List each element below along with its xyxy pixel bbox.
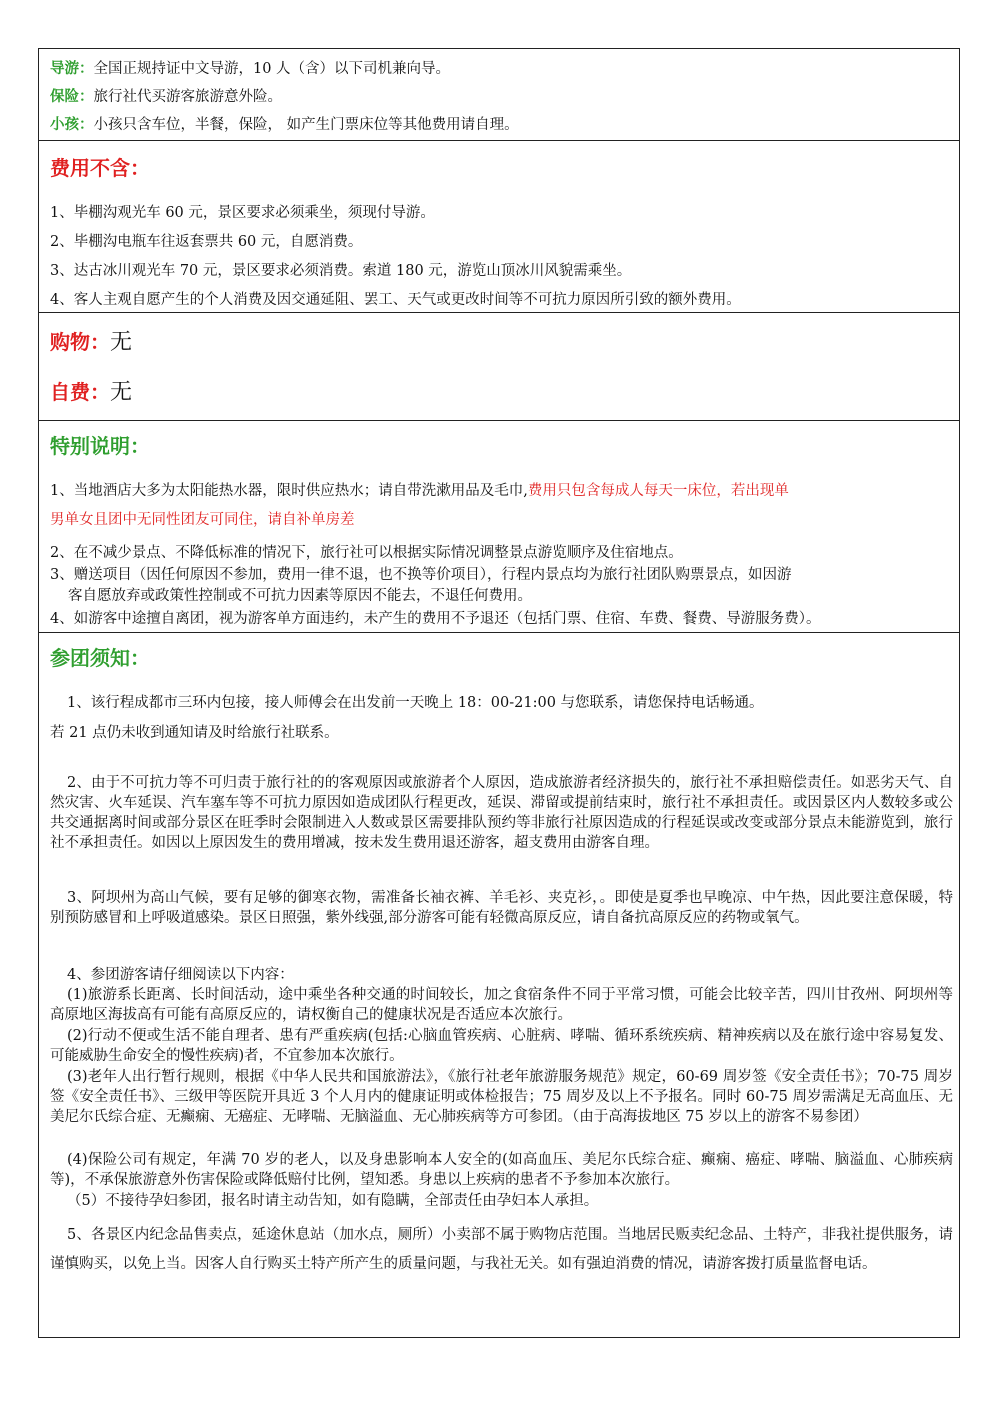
special-title: 特别说明：: [50, 434, 150, 458]
child-row: [50, 115, 951, 135]
shopping-label: 购物：: [50, 330, 110, 354]
excluded-item: 2、毕棚沟电瓶车往返套票共 60 元，自愿消费。: [50, 234, 363, 250]
special-item-1-text: 1、当地酒店大多为太阳能热水器，限时供应热水；请自带洗漱用品及毛巾,: [50, 483, 528, 499]
insurance-text: 旅行社代买游客旅游意外险。: [93, 89, 282, 105]
special-item-3: 3、赠送项目（因任何原因不参加，费用一律不退，也不换等价项目），行程内景点均为旅行社团队购票景点，如因游: [50, 567, 792, 583]
notice-paragraph-4-head: 4、参团游客请仔细阅读以下内容：: [67, 967, 294, 983]
notice-item-4-3: (3)老年人出行暂行规则，根据《中华人民共和国旅游法》，《旅行社老年旅游服务规范》规定，60-69 周岁签《安全责任书》；70-75 周岁签《安全责任书》、三级甲等医院开具近 3 个人月内的健康证明或体检报告；75 周岁及以上不予报名。同时 60-75 周岁需满足无高血压、无美尼尔氏综合症、无癫痫、无癌症、无哮喘、无脑溢血、无心肺疾病等方可参团。（由于高海拔地区 75 岁以上的游客不易参团）: [50, 1069, 953, 1125]
guide-label: 导游：: [50, 60, 94, 77]
shopping-value: 无: [110, 330, 133, 355]
selfpay-row: [50, 379, 132, 406]
shopping-row: [50, 329, 132, 356]
notice-item-4-1: (1)旅游系长距离、长时间活动，途中乘坐各种交通的时间较长，加之食宿条件不同于平常习惯，可能会比较辛苦，四川甘孜州、阿坝州等高原地区海拔高有可能有高原反应的，请权衡自己的健康状况是否适应本次旅行。: [50, 987, 953, 1023]
section-notice: [39, 633, 959, 1339]
special-item-1: [50, 481, 951, 501]
section-special: [39, 421, 959, 633]
section-excluded: [39, 141, 959, 313]
notice-title: 参团须知：: [50, 646, 150, 670]
excluded-item: 3、达古冰川观光车 70 元，景区要求必须消费。索道 180 元，游览山顶冰川风貌需乘坐。: [50, 263, 632, 279]
special-item-4: 4、如游客中途擅自离团，视为游客单方面违约，未产生的费用不予退还（包括门票、住宿、车费、餐费、导游服务费）。: [50, 611, 821, 627]
selfpay-label: 自费：: [50, 380, 110, 404]
itinerary-table: [38, 48, 960, 1338]
special-item-3-cont: 客自愿放弃或政策性控制或不可抗力因素等原因不能去，不退任何费用。: [68, 588, 532, 604]
notice-paragraph-5: 5、各景区内纪念品售卖点，延途休息站（加水点，厕所）小卖部不属于购物店范围。当地居民贩卖纪念品、土特产，非我社提供服务，请谨慎购买，以免上当。因客人自行购买土特产所产生的质量问题，与我社无关。如有强迫消费的情况，请游客拨打质量监督电话。: [50, 1227, 953, 1272]
special-item-1-highlight-cont: 男单女且团中无同性团友可同住，请自补单房差: [50, 512, 355, 528]
child-label: 小孩：: [50, 116, 94, 133]
notice-paragraph-1: 1、该行程成都市三环内包接，接人师傅会在出发前一天晚上 18：00-21:00 与您联系，请您保持电话畅通。: [67, 695, 764, 711]
notice-paragraph-3: 3、阿坝州为高山气候，要有足够的御寒衣物，需准备长袖衣裤、羊毛衫、夹克衫，。即使是夏季也早晚凉、中午热，因此要注意保暖，特别预防感冒和上呼吸道感染。景区日照强，紫外线强,部分游客可能有轻微高原反应，请自备抗高原反应的药物或氧气。: [50, 890, 953, 926]
insurance-row: [50, 87, 951, 107]
notice-paragraph-2: 2、由于不可抗力等不可归责于旅行社的的客观原因或旅游者个人原因，造成旅游者经济损失的，旅行社不承担赔偿责任。如恶劣天气、自然灾害、火车延误、汽车塞车等不可抗力原因如造成团队行程更改，延误、滞留或提前结束时，旅行社不承担责任。或因景区内人数较多或公共交通据离时间或部分景区在旺季时会限制进入人数或景区需要排队预约等非旅行社原因造成的行程延误或改变或部分景点未能游览到，旅行社不承担责任。如因以上原因发生的费用增减，按未发生费用退还游客，超支费用由游客自理。: [50, 775, 953, 851]
special-item-2: 2、在不减少景点、不降低标准的情况下，旅行社可以根据实际情况调整景点游览顺序及住宿地点。: [50, 545, 683, 561]
notice-item-4-5: （5）不接待孕妇参团，报名时请主动告知，如有隐瞒，全部责任由孕妇本人承担。: [67, 1193, 599, 1209]
guide-text: 全国正规持证中文导游，10 人（含）以下司机兼向导。: [93, 61, 451, 77]
selfpay-value: 无: [110, 380, 133, 405]
notice-item-4-2: (2)行动不便或生活不能自理者、患有严重疾病(包括:心脑血管疾病、心脏病、哮喘、循环系统疾病、精神疾病以及在旅行途中容易复发、可能威胁生命安全的慢性疾病)者，不宜参加本次旅行。: [50, 1028, 953, 1064]
child-text: 小孩只含车位，半餐，保险， 如产生门票床位等其他费用请自理。: [93, 117, 519, 133]
section-intro: [39, 49, 959, 141]
excluded-item: 1、毕棚沟观光车 60 元，景区要求必须乘坐，须现付导游。: [50, 205, 435, 221]
section-shopping: [39, 313, 959, 421]
excluded-title: 费用不含：: [50, 156, 150, 180]
excluded-item: 4、客人主观自愿产生的个人消费及因交通延阻、罢工、天气或更改时间等不可抗力原因所引致的额外费用。: [50, 292, 741, 308]
notice-paragraph-1-cont: 若 21 点仍未收到通知请及时给旅行社联系。: [50, 725, 339, 741]
notice-item-4-4: (4)保险公司有规定，年满 70 岁的老人，以及身患影响本人安全的(如高血压、美尼尔氏综合症、癫痫、癌症、哮喘、脑溢血、心肺疾病等)，不承保旅游意外伤害保险或降低赔付比例，望知悉。身患以上疾病的患者不予参加本次旅行。: [50, 1152, 953, 1188]
special-item-1-highlight: 费用只包含每成人每天一床位，若出现单: [527, 483, 789, 499]
guide-row: [50, 59, 951, 79]
insurance-label: 保险：: [50, 88, 94, 105]
